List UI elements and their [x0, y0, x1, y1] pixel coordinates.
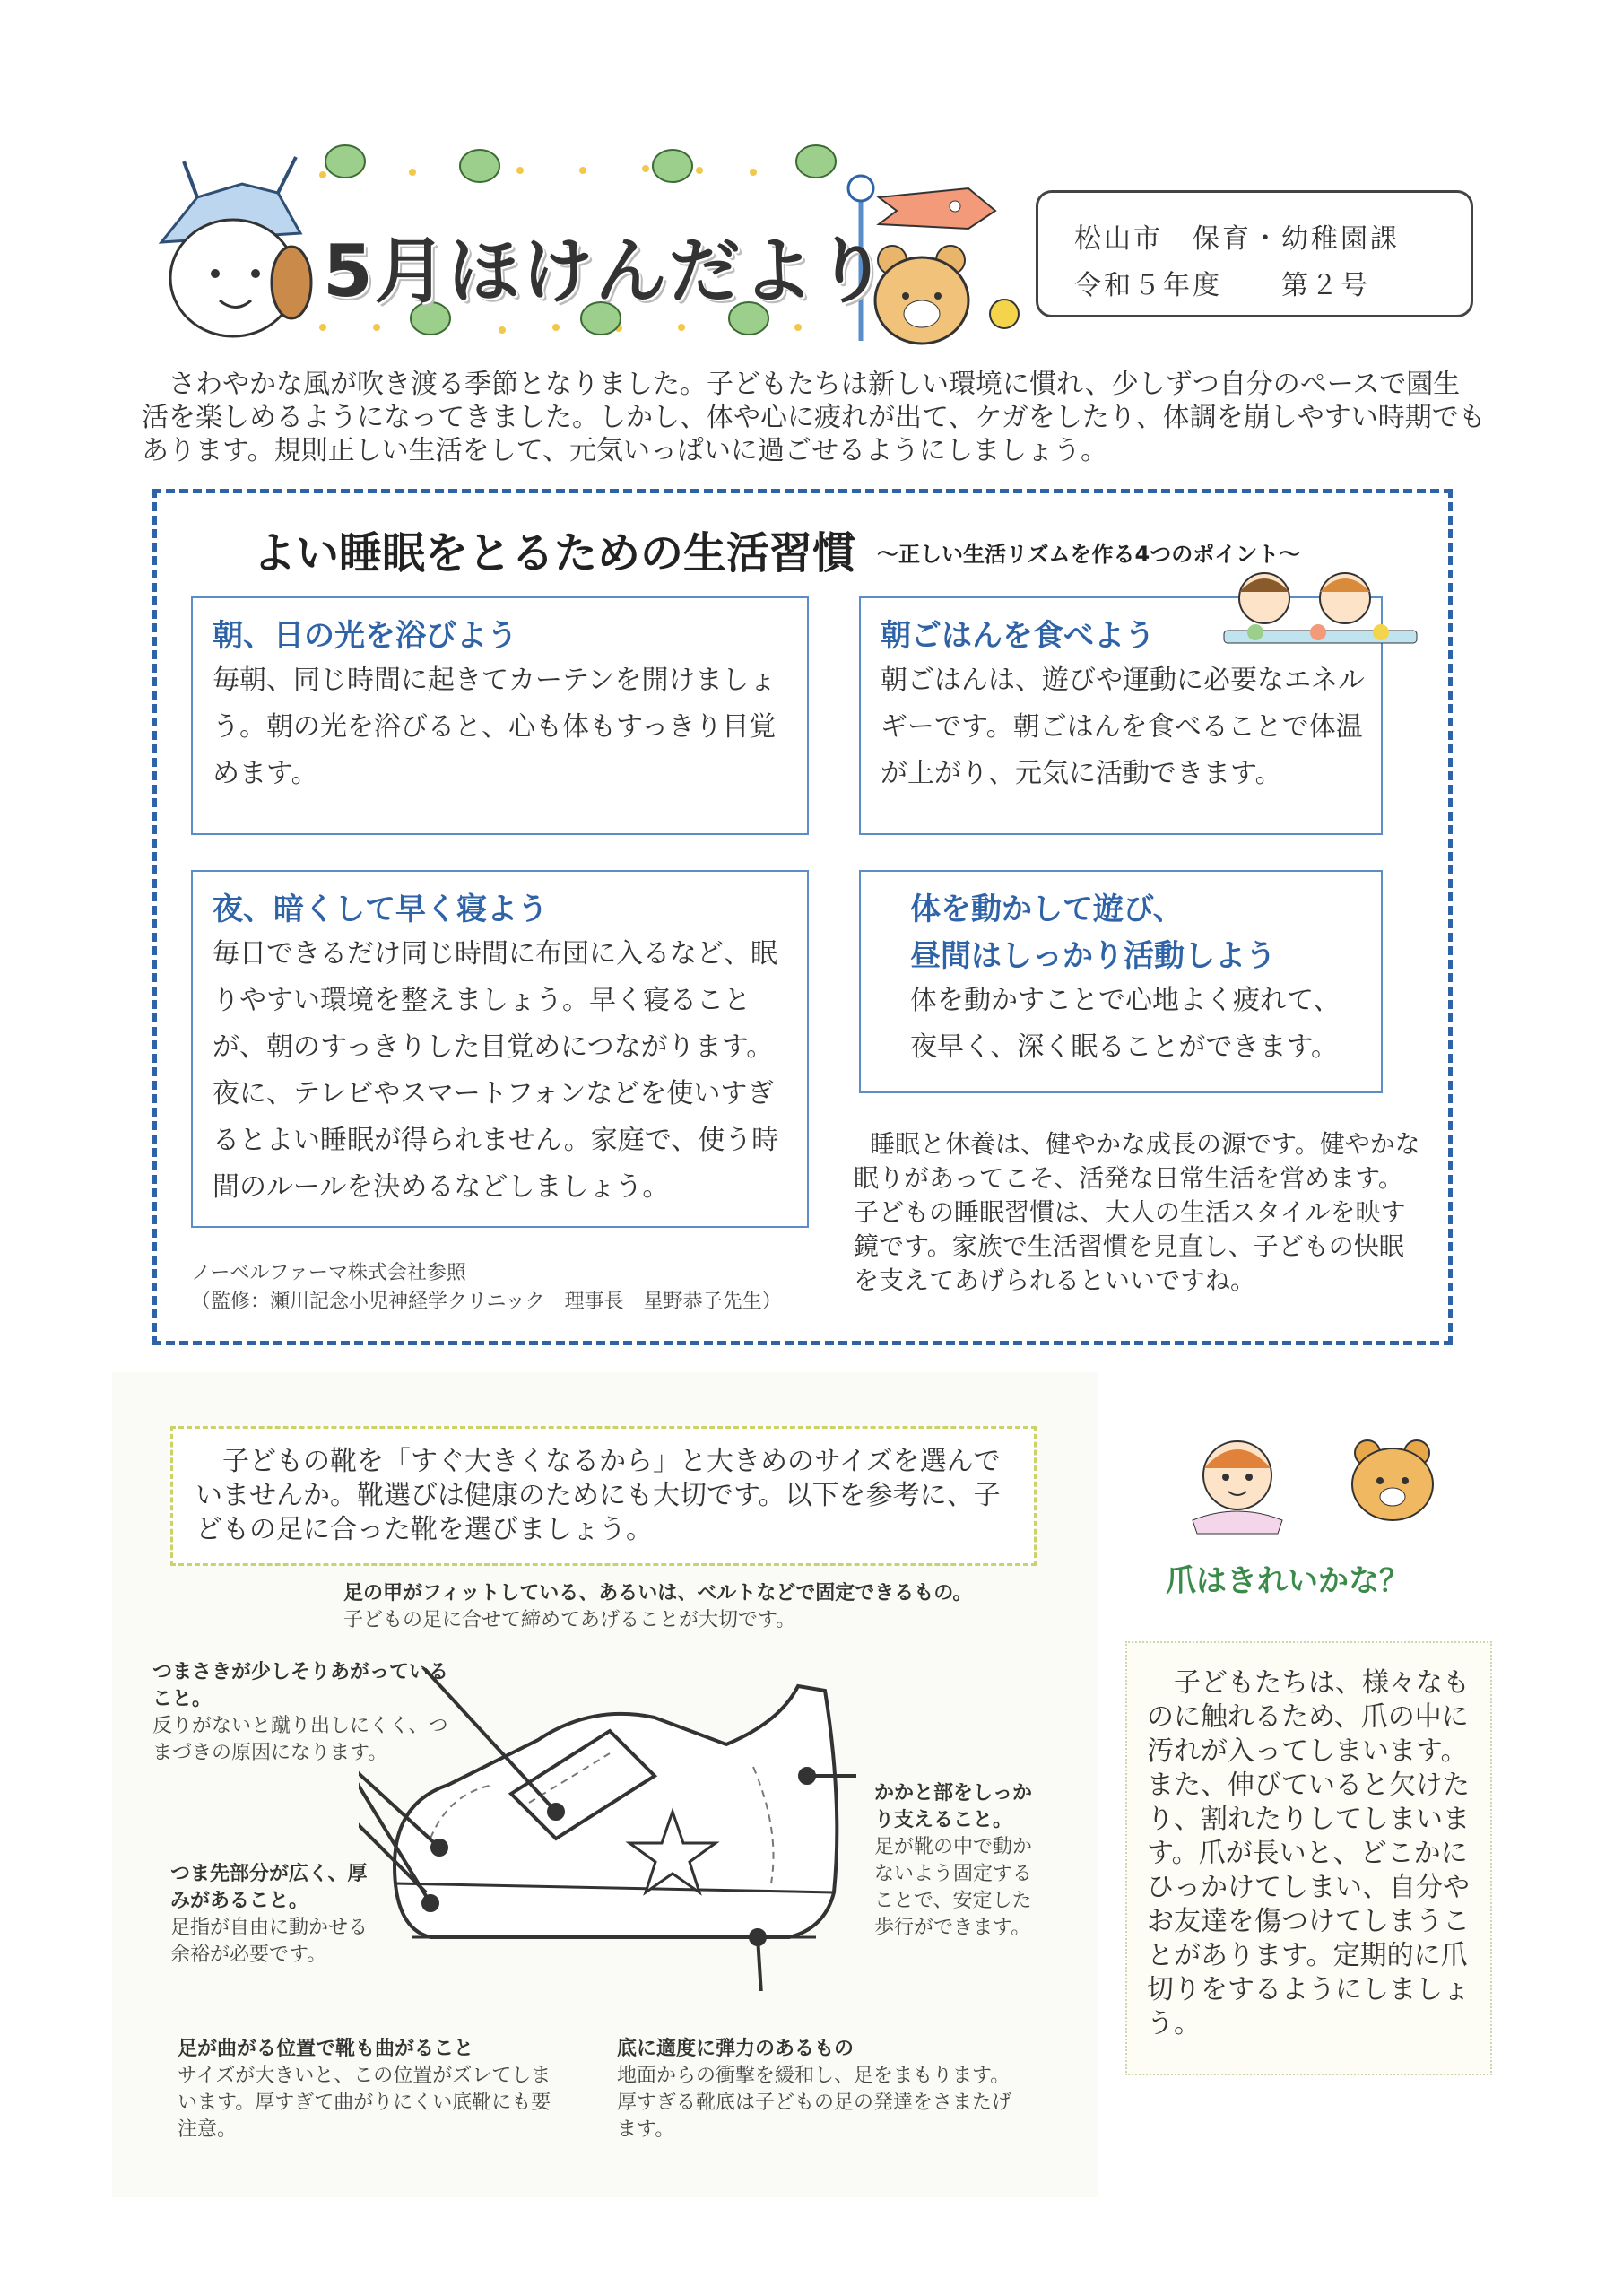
shoe-label-text: サイズが大きいと、この位置がズレてしまいます。厚すぎて曲がりにくい底靴にも要注意。: [178, 2065, 551, 2141]
tip-heading: 体を動かして遊び、: [910, 891, 1184, 927]
sleep-section-title: よい睡眠をとるための生活習慣: [253, 528, 856, 578]
shoe-label-text: 足指が自由に動かせる余裕が必要です。: [170, 1917, 369, 1966]
shoe-label-sole: [617, 2036, 1011, 2144]
sleep-note: 睡眠と休養は、健やかな成長の源です。健やかな眠りがあってこそ、活発な日常生活を営めます。子どもの睡眠習慣は、大人の生活スタイルを映す鏡です。家族で生活習慣を見直し、子どもの快眠を支えてあげられるといいですね。: [854, 1129, 1420, 1295]
shoe-label-text: 子どもの足に合せて締めてあげることが大切です。: [343, 1609, 796, 1631]
tip-heading: 夜、暗くして早く寝よう: [213, 891, 548, 927]
intro-paragraph: さわやかな風が吹き渡る季節となりました。子どもたちは新しい環境に慣れ、少しずつ自分のペースで園生活を楽しめるようになってきました。しかし、体や心に疲れが出て、ケガをしたり、体調を崩しやすい時期でもあります。規則正しい生活をして、元気いっぱいに過ごせるようにしましょう。: [142, 369, 1486, 466]
tip-text: 毎日できるだけ同じ時間に布団に入るなど、眠りやすい環境を整えましょう。早く寝ることが、朝のすっきりした目覚めにつながります。夜に、テレビやスマートフォンなどを使いすぎるとよい睡眠が得られません。家庭で、使う時間のルールを決めるなどしましょう。: [213, 938, 779, 1203]
shoe-label-heading: 足が曲がる位置で靴も曲がること: [178, 2038, 474, 2060]
credit-supervisor: （監修：瀬川記念小児神経学クリニック 理事長 星野恭子先生）: [191, 1291, 782, 1313]
shoe-label-heading: つまさきが少しそりあがっていること。: [152, 1661, 449, 1710]
shoe-label-toe-box: [170, 1861, 368, 1969]
child-and-bear-illustration: [1152, 1422, 1448, 1538]
tip-card-daytime-activity: [859, 870, 1383, 1093]
bear-illustration: [875, 246, 1019, 344]
tip-heading-line2: 昼間はしっかり活動しよう: [910, 938, 1276, 974]
shoe-label-flex-point: [178, 2036, 563, 2144]
shoe-label-text: 足が靴の中で動かないよう固定することで、安定した歩行ができます。: [874, 1836, 1033, 1939]
tip-card-night-dark: [191, 870, 809, 1228]
shoe-label-text: 地面からの衝撃を緩和し、足をまもります。厚すぎる靴底は子どもの足の発達をさまたげます。: [617, 2065, 1012, 2141]
shoe-advice-text: 子どもの靴を「すぐ大きくなるから」と大きめのサイズを選んでいませんか。靴選びは健康のためにも大切です。以下を参考に、子どもの足に合った靴を選びましょう。: [195, 1446, 1001, 1545]
shoe-label-text: 反りがないと蹴り出しにくく、つまづきの原因になります。: [152, 1715, 448, 1764]
publisher-org: 松山市 保育・幼稚園課: [1074, 223, 1400, 255]
issue-number: 令和５年度 第２号: [1074, 270, 1370, 301]
sleep-section-subtitle: ～正しい生活リズムを作る4つのポイント～: [877, 542, 1301, 567]
tip-text: 毎朝、同じ時間に起きてカーテンを開けましょう。朝の光を浴びると、心も体もすっきり目覚めます。: [213, 665, 777, 789]
tip-card-morning-light: [191, 596, 809, 835]
dog-kabuto-illustration: [161, 157, 311, 336]
shoe-label-heading: つま先部分が広く、厚みがあること。: [170, 1863, 368, 1912]
nails-box: [1125, 1641, 1492, 2075]
shoe-label-heading: かかと部をしっかり支えること。: [874, 1782, 1033, 1831]
tip-text: 体を動かすことで心地よく疲れて、夜早く、深く眠ることができます。: [910, 985, 1341, 1063]
nails-title: 爪はきれいかな？: [1166, 1563, 1410, 1599]
children-eating-illustration: [1211, 561, 1426, 659]
tip-heading: 朝、日の光を浴びよう: [213, 618, 517, 654]
credit-source: ノーベルファーマ株式会社参照: [191, 1262, 466, 1284]
shoe-advice-box: [170, 1426, 1037, 1566]
nails-text: 子どもたちは、様々なものに触れるため、爪の中に汚れが入ってしまいます。また、伸びていると欠けたり、割れたりしてしまいます。爪が長いと、どこかにひっかけてしまい、自分やお友達を傷つけてしまうことがあります。定期的に爪切りをするようにしましょう。: [1147, 1667, 1470, 2039]
shoe-label-heading: 底に適度に弾力のあるもの: [617, 2038, 855, 2060]
page-title: 5月ほけんだより: [323, 230, 890, 313]
shoe-label-instep: [343, 1580, 1025, 1634]
publisher-box: [1036, 190, 1473, 317]
tip-text: 朝ごはんは、遊びや運動に必要なエネルギーです。朝ごはんを食べることで体温が上がり、元気に活動できます。: [881, 665, 1365, 789]
shoe-label-heel: [874, 1780, 1045, 1942]
shoe-label-heading: 足の甲がフィットしている、あるいは、ベルトなどで固定できるもの。: [343, 1582, 973, 1605]
tip-heading: 朝ごはんを食べよう: [881, 618, 1155, 654]
shoe-label-toe-spring: [152, 1659, 457, 1767]
